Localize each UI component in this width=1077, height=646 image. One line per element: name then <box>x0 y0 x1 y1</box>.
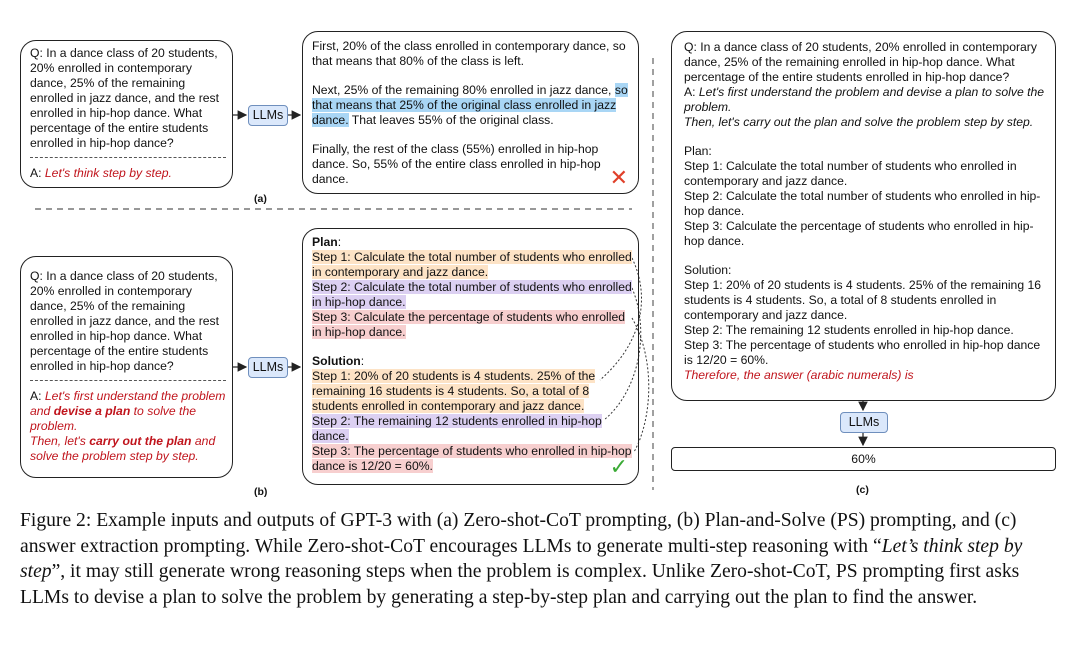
panel-b-plan-step1: Step 1: Calculate the total number of students who enrolled in contemporary and jazz dance. <box>312 250 632 279</box>
cross-icon: ✕ <box>609 165 628 190</box>
panel-a-llm-box: LLMs <box>248 105 288 126</box>
panel-c-plan-step2: Step 2: Calculate the total number of students who enrolled in hip-hop dance. <box>684 189 1041 218</box>
panel-a-divider <box>30 157 226 158</box>
panel-b-plan-step2: Step 2: Calculate the total number of students who enrolled in hip-hop dance. <box>312 280 632 309</box>
panel-c-sol-step3: Step 3: The percentage of students who enrolled in hip-hop dance is 12/20 = 60%. <box>684 338 1041 367</box>
panel-c-question: Q: In a dance class of 20 students, 20% enrolled in contemporary dance, 25% of the remaining enrolled in hip-hop dance. What percentage of the entire students enrolled in hip-hop dance? <box>684 40 1037 84</box>
panel-a-wrong-step: so that means that 25% of the original class enrolled in jazz dance. <box>312 83 628 127</box>
panel-a-output-p3: Finally, the rest of the class (55%) enrolled in hip-hop dance. So, 55% of the entire class enrolled in hip-hop dance. <box>312 142 601 186</box>
panel-b-answer: A: Let's first understand the problem and devise a plan to solve the problem. <box>30 389 226 433</box>
panel-b-sol-step2: Step 2: The remaining 12 students enrolled in hip-hop dance. <box>312 414 602 443</box>
panel-c-plan-step3: Step 3: Calculate the percentage of students who enrolled in hip-hop dance. <box>684 219 1034 248</box>
panel-c-sol-step2: Step 2: The remaining 12 students enrolled in hip-hop dance. <box>684 323 1014 337</box>
panel-c-prompt-box <box>671 31 1056 401</box>
panel-a-output-box <box>302 31 639 194</box>
panel-c-label: (c) <box>856 484 869 496</box>
panel-a-input-box <box>20 40 233 188</box>
panel-b-solution-title: Solution: <box>312 354 365 368</box>
panel-b-divider <box>30 380 226 381</box>
caption-italic: Let’s think step by step <box>20 535 1023 582</box>
panel-b-label: (b) <box>254 486 268 498</box>
panel-c-llm-box: LLMs <box>840 412 888 433</box>
panel-b-plan-title: Plan: <box>312 235 342 249</box>
panel-c-answer-box: 60% <box>671 447 1056 471</box>
panel-b-question: Q: In a dance class of 20 students, 20% enrolled in contemporary dance, 25% of the remaining enrolled in jazz dance, and the rest enrolled in hip-hop dance. What percentage of the entire students enrolled in hip-hop dance? <box>30 269 220 373</box>
panel-b-input-box <box>20 256 233 478</box>
panel-c-solution-title: Solution: <box>684 263 732 277</box>
panel-c-prompt-2: Then, let's carry out the plan and solve the problem step by step. <box>684 115 1034 129</box>
check-icon: ✓ <box>609 454 628 479</box>
panel-b-prompt-2: Then, let's carry out the plan and solve the problem step by step. <box>30 434 216 463</box>
panel-c-plan-step1: Step 1: Calculate the total number of students who enrolled in contemporary and jazz dance. <box>684 159 1017 188</box>
panel-a-prompt: Let's think step by step. <box>44 166 172 180</box>
panel-a-output-p2: Next, 25% of the remaining 80% enrolled in jazz dance, so that means that 25% of the original class enrolled in jazz dance. That leaves 55% of the original class. <box>312 83 628 127</box>
panel-b-sol-step1: Step 1: 20% of 20 students is 4 students. 25% of the remaining 16 students is 4 students. So, a total of 8 students enrolled in contemporary and jazz dance. <box>312 369 596 413</box>
panel-a-label: (a) <box>254 193 267 205</box>
panel-c-sol-step1: Step 1: 20% of 20 students is 4 students. 25% of the remaining 16 students is 4 students. So, a total of 8 students enrolled in contemporary and jazz dance. <box>684 278 1042 322</box>
panel-b-sol-step3: Step 3: The percentage of students who enrolled in hip-hop dance is 12/20 = 60%. <box>312 444 632 473</box>
panel-a-question: Q: In a dance class of 20 students, 20% enrolled in contemporary dance, 25% of the remaining enrolled in jazz dance, and the rest enrolled in hip-hop dance. What percentage of the entire students enrolled in hip-hop dance? <box>30 46 220 150</box>
panel-c-plan-title: Plan: <box>684 144 712 158</box>
panel-a-answer: A: Let's think step by step. <box>30 166 172 180</box>
panel-a-output-p1: First, 20% of the class enrolled in contemporary dance, so that means that 80% of the class is left. <box>312 39 626 68</box>
panel-b-llm-box: LLMs <box>248 357 288 378</box>
panel-b-plan-step3: Step 3: Calculate the percentage of students who enrolled in hip-hop dance. <box>312 310 626 339</box>
panel-c-extraction-prompt: Therefore, the answer (arabic numerals) is <box>684 368 914 382</box>
panel-b-output-box <box>302 228 639 485</box>
panel-c-answer: A: Let's first understand the problem and devise a plan to solve the problem. <box>684 85 1045 114</box>
figure-caption: Figure 2: Example inputs and outputs of GPT-3 with (a) Zero-shot-CoT prompting, (b) Plan-and-Solve (PS) prompting, and (c) answer extraction prompting. While Zero-shot-CoT encourages LLMs to generate multi-step reasoning with “Let’s think step by step”, it may still generate wrong reasoning steps when the problem is complex. Unlike Zero-shot-CoT, PS prompting first asks LLMs to devise a plan to solve the problem by generating a step-by-step plan and carrying out the plan to find the answer. <box>20 510 1023 608</box>
